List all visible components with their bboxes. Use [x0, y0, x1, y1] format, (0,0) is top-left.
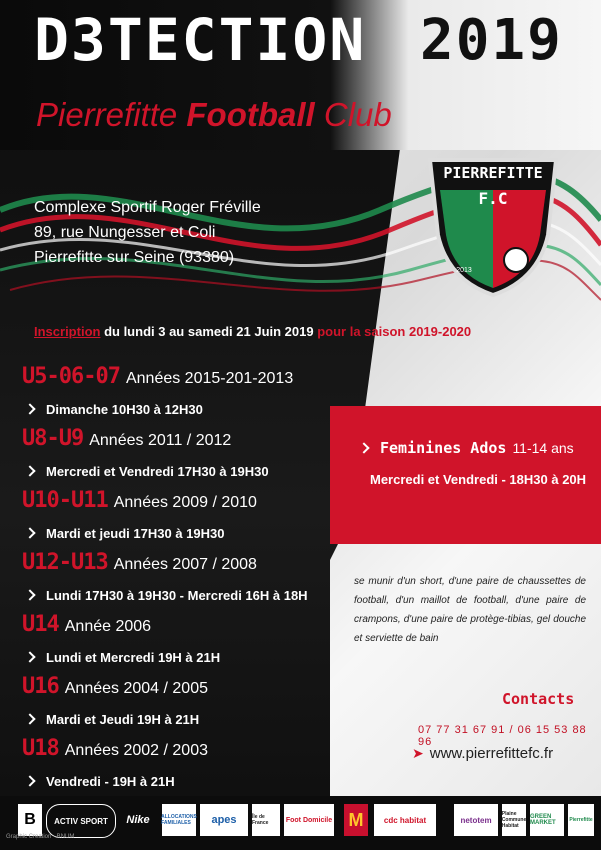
sponsor-logo-mcdonalds: M [344, 804, 368, 836]
website-link[interactable] [412, 745, 553, 762]
address-line-1: Complexe Sportif Roger Fréville [34, 199, 261, 216]
training-slot [22, 766, 352, 796]
inscription-season: pour la saison 2019-2020 [317, 324, 472, 339]
category-years: Années 2015-201-2013 [125, 370, 294, 387]
crest-fc: F.C [478, 189, 508, 208]
category-years: Année 2006 [64, 618, 152, 635]
chevron-right-icon [24, 588, 38, 602]
training-slot [22, 580, 352, 610]
category-code: U12-U13 [22, 550, 108, 575]
feminines-label: Feminines Ados [380, 439, 507, 457]
training-slot [22, 642, 352, 672]
sponsor-logo-cdc: cdc habitat [374, 804, 436, 836]
training-slot [22, 394, 352, 424]
feminines-slot: Mercredi et Vendredi - 18H30 à 20H [370, 472, 587, 487]
feminines-ages: 11-14 ans [512, 440, 574, 456]
category-header [22, 612, 352, 642]
club-crest-logo [418, 140, 568, 300]
sponsor-logo-idf: Île de France [252, 804, 280, 836]
slot-text: Vendredi - 19H à 21H [46, 773, 175, 789]
category-years: Années 2002 / 2003 [64, 742, 208, 759]
category-years: Années 2011 / 2012 [89, 432, 232, 449]
category-code: U5-06-07 [22, 364, 120, 389]
inscription-line [34, 324, 594, 339]
venue-address [34, 195, 261, 270]
club-name-bold: Football [186, 96, 315, 133]
training-slot [22, 518, 352, 548]
slot-text: Mercredi et Vendredi 17H30 à 19H30 [46, 463, 269, 479]
contact-phones: 07 77 31 67 91 / 06 15 53 88 96 [418, 724, 587, 748]
sponsor-logo-b: B [18, 804, 42, 836]
category-code: U14 [22, 612, 59, 637]
category-header [22, 488, 352, 518]
club-name-prefix: Pierrefitte [36, 96, 178, 133]
category-years: Années 2004 / 2005 [64, 680, 208, 697]
category-code: U10-U11 [22, 488, 108, 513]
slot-text: Mardi et Jeudi 19H à 21H [46, 711, 200, 727]
sponsor-logo-apes: apes [200, 804, 248, 836]
chevron-right-icon: ➤ [412, 745, 424, 761]
chevron-right-icon [24, 464, 38, 478]
poster-year: 2019 [420, 8, 563, 73]
sponsor-logo-nike: Nike [126, 814, 150, 826]
chevron-right-icon [24, 774, 38, 788]
contacts-heading: Contacts [502, 690, 575, 708]
crest-name: PIERREFITTE [443, 164, 543, 182]
sponsor-logo-foot: Foot Domicile [284, 804, 334, 836]
address-line-3: Pierrefitte sur Seine (93380) [34, 249, 235, 266]
training-slot [22, 456, 352, 486]
sponsor-logo-plaine-commune: Plaine Commune Habitat [502, 804, 526, 836]
graphic-credit: Graphic Creation - BNUM [6, 834, 75, 840]
inscription-dates: du lundi 3 au samedi 21 Juin 2019 [104, 324, 314, 339]
sponsor-logo-activ-sport: ACTIV SPORT [46, 804, 116, 838]
category-years: Années 2007 / 2008 [113, 556, 257, 573]
chevron-right-icon [24, 526, 38, 540]
crest-year: 2013 [456, 267, 472, 274]
category-years: Années 2009 / 2010 [113, 494, 257, 511]
club-name [36, 96, 392, 134]
sponsor-logo-caf: ALLOCATIONS FAMILIALES [162, 804, 196, 836]
category-schedule [22, 362, 352, 796]
slot-text: Mardi et jeudi 17H30 à 19H30 [46, 525, 225, 541]
feminines-box [330, 406, 601, 544]
category-header [22, 674, 352, 704]
training-slot [22, 704, 352, 734]
website-text: www.pierrefittefc.fr [429, 745, 554, 762]
chevron-right-icon [24, 650, 38, 664]
chevron-right-icon [24, 402, 38, 416]
category-header [22, 426, 352, 456]
address-line-2: 89, rue Nungesser et Coli [34, 224, 216, 241]
category-code: U16 [22, 674, 59, 699]
feminines-heading [358, 439, 574, 457]
poster-title: D3TECTION [34, 6, 367, 74]
inscription-word: Inscription [34, 324, 101, 339]
category-header [22, 364, 352, 394]
sponsor-logo-netotem: netotem [454, 804, 498, 836]
slot-text: Lundi et Mercredi 19H à 21H [46, 649, 221, 665]
slot-text: Lundi 17H30 à 19H30 - Mercredi 16H à 18H [46, 587, 308, 603]
sponsor-logo-green-market: GREEN MARKET [530, 804, 564, 836]
sponsor-logo-pierrefitte: Pierrefitte [568, 804, 594, 836]
category-header [22, 550, 352, 580]
chevron-right-icon [358, 441, 372, 455]
equipment-note: se munir d'un short, d'une paire de chaussettes de football, d'un maillot de football, d'une paire de crampons, d'une paire de protège-tibias, gel douche et serviette de bain [354, 576, 586, 644]
chevron-right-icon [24, 712, 38, 726]
category-header [22, 736, 352, 766]
category-code: U18 [22, 736, 59, 761]
slot-text: Dimanche 10H30 à 12H30 [46, 401, 203, 417]
category-code: U8-U9 [22, 426, 84, 451]
club-name-suffix: Club [323, 96, 392, 133]
